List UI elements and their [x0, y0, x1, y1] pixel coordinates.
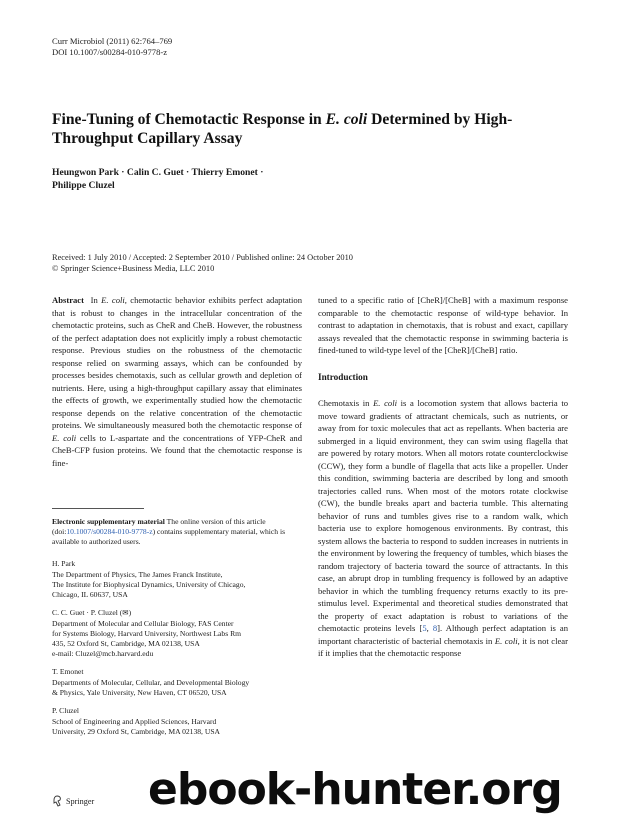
abstract-continuation: tuned to a specific ratio of [CheR]/[CheB] with a maximum response comparable to the chemotactic response of wild-type behavior. In contrast to adaptation in chemotaxis, that is robust and exact, capillary assays revealed that the chemotactic response in swimming bacteria is fined-tuned to wild-type level of the [CheR]/[CheB] ratio.: [318, 295, 568, 355]
affiliation-author: T. Emonet: [52, 667, 84, 676]
publisher-name: Springer: [66, 796, 95, 806]
history-dates: Received: 1 July 2010 / Accepted: 2 September 2010 / Published online: 24 October 2010: [52, 253, 353, 262]
affiliation-block: [52, 559, 307, 600]
affiliation-block: [52, 667, 307, 698]
article-title: Fine-Tuning of Chemotactic Response in E. coli Determined by High-Throughput Capillary Assay: [52, 111, 513, 147]
supplementary-doi-link[interactable]: 10.1007/s00284-010-9778-z: [66, 527, 153, 536]
affiliation-line: 435, 52 Oxford St, Cambridge, MA 02138, USA: [52, 639, 200, 648]
authors-line-2: Philippe Cluzel: [52, 180, 115, 191]
abstract-paragraph: Abstract In E. coli, chemotactic behavior exhibits perfect adaptation that is robust to changes in the intracellular concentration of the chemotactic proteins, such as CheR and CheB. However, the robustness of the perfect adaptation does not explicitly imply a robust chemotactic response. Previous studies on the robustness of the chemotactic response relied on swarming assays, which can be confounded by processes besides chemotaxis, such as cellular growth and depletion of nutrients. Here, using a high-throughput capillary assay that eliminates the effects of growth, we experimentally studied how the chemotactic response depends on the relative concentration of the chemotactic proteins. We simultaneously measured both the chemotactic response of E. coli cells to L-aspartate and the concentrations of YFP-CheR and CheB-CFP fusion proteins. We found that the chemotactic response is fine-: [52, 295, 303, 468]
affiliation-line: for Systems Biology, Harvard University, Northwest Labs Rm: [52, 629, 242, 638]
affiliations: [52, 559, 307, 745]
watermark-text: ebook-hunter.org: [148, 764, 562, 815]
introduction-heading: Introduction: [318, 371, 368, 382]
page-footer: [52, 795, 94, 807]
journal-citation: Curr Microbiol (2011) 62:764–769: [52, 36, 173, 46]
affiliation-author: H. Park: [52, 559, 76, 568]
affiliation-line: Chicago, IL 60637, USA: [52, 590, 128, 599]
copyright-line: © Springer Science+Business Media, LLC 2010: [52, 264, 215, 273]
springer-horse-icon: [52, 795, 62, 807]
affiliation-block: [52, 608, 307, 659]
abstract-heading: Abstract: [52, 295, 84, 305]
journal-doi: DOI 10.1007/s00284-010-9778-z: [52, 47, 168, 57]
left-column: [52, 294, 302, 469]
affiliation-line: School of Engineering and Applied Sciences, Harvard: [52, 717, 217, 726]
title-organism: E. coli: [325, 111, 368, 128]
introduction-paragraph: Chemotaxis in E. coli is a locomotion system that allows bacteria to move toward gradients of attractant chemicals, such as nutrients, or away from for toxic molecules that act as repellants. When bacteria are submerged in a liquid environment, they can swim using flagella that are powered by rotary motors. When all motors rotate counterclockwise (CCW), they form a bundle of flagella that acts like a propeller. Under this condition, swimming bacteria are described by long and smooth trajectories called runs. When most of the motors rotate clockwise (CW), the bundle breaks apart and bacteria tumble. This alternating behavior of runs and tumbles gives rise to a random walk, which bacteria use to explore homogenous environments. By contrast, this system allows the bacteria to respond to sudden increases in nutrients in the environment by lowering the frequency of tumbles, which biases the random trajectory of bacteria toward the source of attractants. In this case, an abrupt drop in tumbling frequency is followed by an adaptive behavior in which the tumbling frequency returns exactly to its pre-stimulus level. Experimental and theoretical studies demonstrated that the property of exact adaptation is robust to variations of the chemotactic proteins levels [5, 8]. Although perfect adaptation is an important characteristic of bacterial chemotaxis in E. coli, it is not clear if it implies that the chemotactic response: [318, 398, 569, 658]
right-column: [318, 294, 568, 660]
affiliation-line: University, 29 Oxford St, Cambridge, MA 02138, USA: [52, 727, 221, 736]
affiliation-line: & Physics, Yale University, New Haven, CT 06520, USA: [52, 688, 227, 697]
publication-dates: [52, 252, 572, 274]
affiliation-block: [52, 706, 307, 737]
authors-line-1: Heungwon Park · Calin C. Guet · Thierry Emonet ·: [52, 167, 264, 178]
journal-header: [52, 36, 172, 58]
author-list: [52, 166, 312, 192]
supplementary-note: Electronic supplementary material The online version of this article (doi:10.1007/s00284-010-9778-z) contains supplementary material, which is available to authorized users.: [52, 517, 286, 546]
affiliation-line: The Institute for Biophysical Dynamics, University of Chicago,: [52, 580, 246, 589]
reference-link-8[interactable]: 8: [432, 623, 438, 633]
reference-link-5[interactable]: 5: [422, 623, 427, 633]
affiliation-author: C. C. Guet · P. Cluzel (✉): [52, 608, 132, 617]
affiliation-line: Departments of Molecular, Cellular, and Developmental Biology: [52, 678, 250, 687]
affiliation-author: P. Cluzel: [52, 706, 80, 715]
footnote-divider: [52, 508, 144, 509]
affiliation-line: Department of Molecular and Cellular Biology, FAS Center: [52, 619, 234, 628]
affiliation-line: The Department of Physics, The James Franck Institute,: [52, 570, 223, 579]
affiliation-line: e-mail: Cluzel@mcb.harvard.edu: [52, 649, 154, 658]
